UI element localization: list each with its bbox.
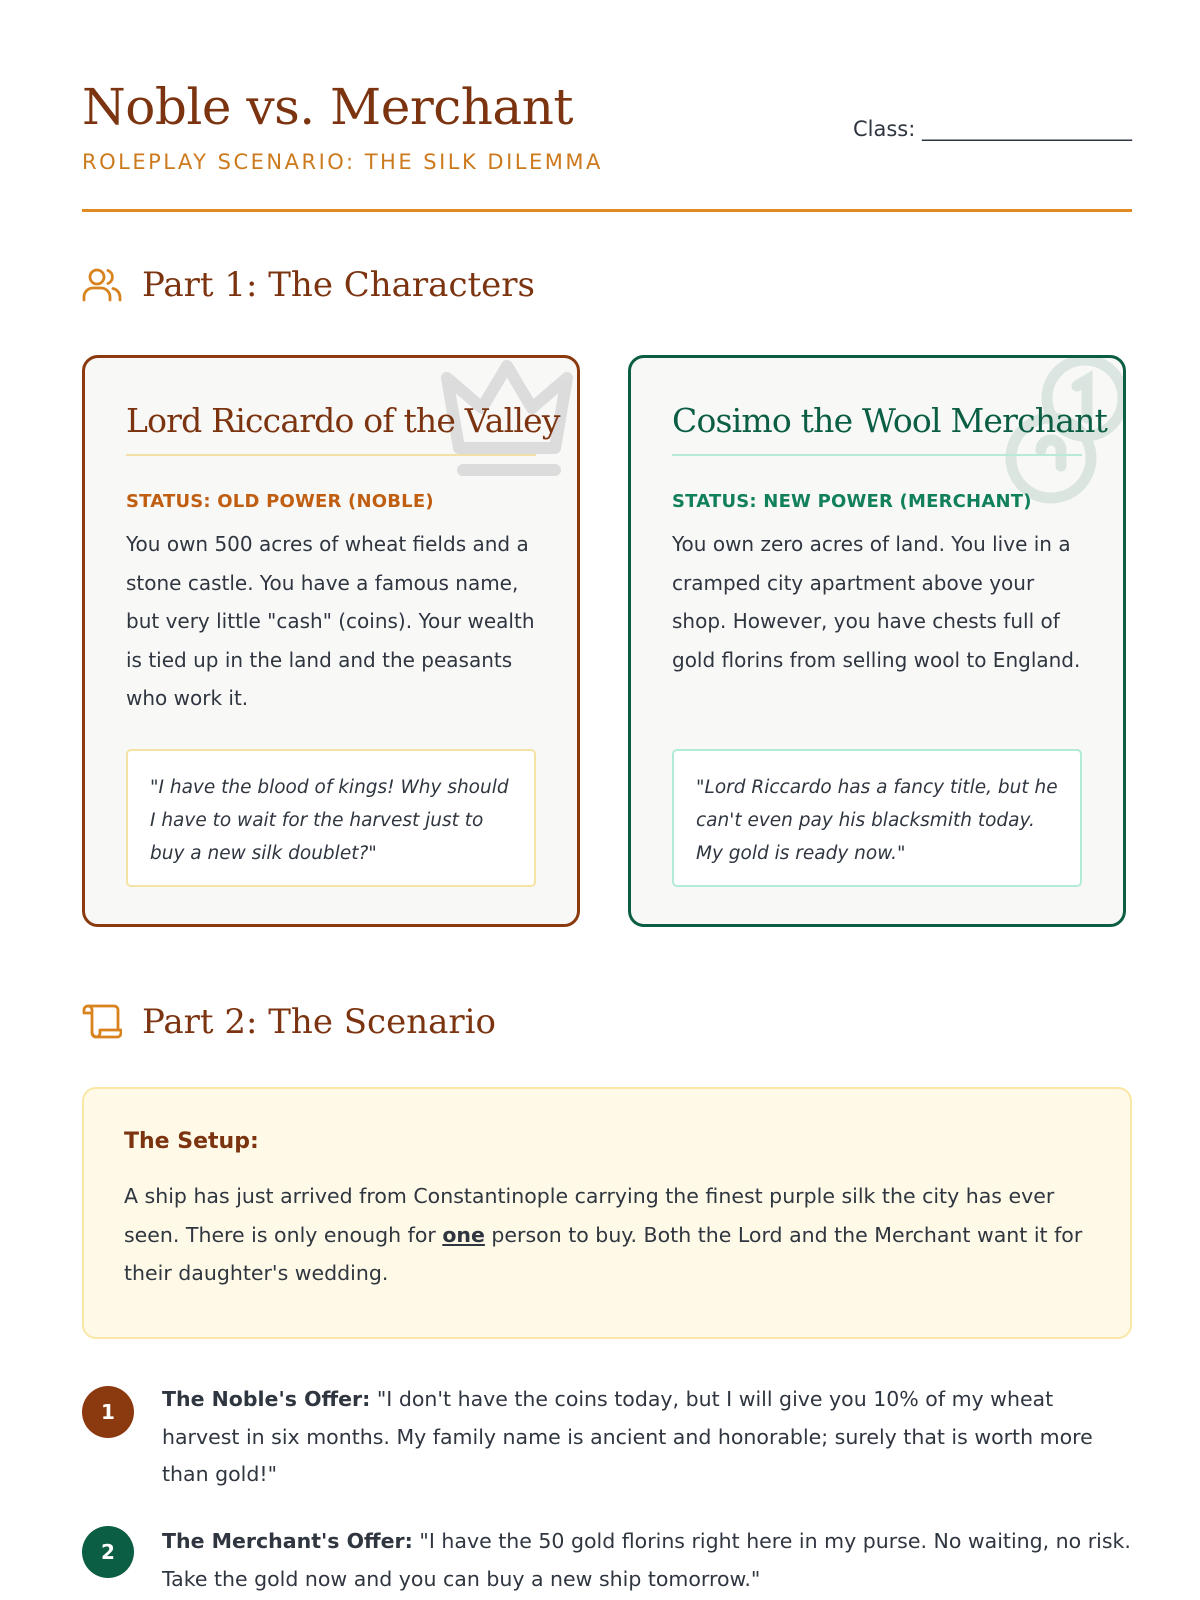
setup-emphasis: one	[442, 1222, 485, 1247]
setup-text	[124, 1177, 1090, 1293]
page-title: Noble vs. Merchant	[82, 78, 574, 136]
offer-body: "I have the 50 gold florins right here in my purse. No waiting, no risk. Take the gold now and you can buy a new ship tomorrow."	[162, 1529, 1131, 1591]
noble-card	[82, 355, 580, 927]
users-icon	[82, 265, 122, 305]
offer-label: The Merchant's Offer:	[162, 1529, 413, 1553]
class-label: Class:	[852, 117, 916, 141]
section-heading-part1	[82, 265, 535, 305]
page-subtitle: ROLEPLAY SCENARIO: THE SILK DILEMMA	[82, 150, 603, 174]
section-title: Part 2: The Scenario	[142, 1002, 496, 1042]
worksheet-page	[82, 0, 1132, 1600]
offer-body: "I don't have the coins today, but I will give you 10% of my wheat harvest in six months. My family name is ancient and honorable; surely that is worth more than gold!"	[162, 1387, 1093, 1486]
noble-description: You own 500 acres of wheat fields and a stone castle. You have a famous name, but very little "cash" (coins). Your wealth is tied up in the land and the peasants who work it.	[126, 532, 535, 710]
merchant-name: Cosimo the Wool Merchant	[672, 401, 1082, 456]
noble-status: STATUS: OLD POWER (NOBLE)	[126, 491, 434, 512]
noble-name: Lord Riccardo of the Valley	[126, 401, 536, 456]
setup-text-part: A ship has just arrived from Constantinople carrying the finest purple silk the city has ever seen. There is only enough for	[124, 1184, 1055, 1247]
step-number-badge: 2	[82, 1526, 134, 1578]
setup-title: The Setup:	[124, 1129, 259, 1154]
merchant-quote: "Lord Riccardo has a fancy title, but he can't even pay his blacksmith today. My gold is ready now."	[672, 749, 1082, 887]
class-field[interactable]	[853, 117, 1132, 141]
offer-text	[162, 1523, 1132, 1598]
merchant-card	[628, 355, 1126, 927]
noble-quote: "I have the blood of kings! Why should I have to wait for the harvest just to buy a new silk doublet?"	[126, 749, 536, 887]
section-heading-part2	[82, 1002, 496, 1042]
header-divider	[82, 209, 1132, 212]
section-title: Part 1: The Characters	[142, 265, 535, 305]
merchant-status: STATUS: NEW POWER (MERCHANT)	[672, 491, 1032, 512]
merchant-description: You own zero acres of land. You live in a cramped city apartment above your shop. However, you have chests full of gold florins from selling wool to England.	[672, 532, 1081, 672]
scroll-icon	[82, 1002, 122, 1042]
offer-text	[162, 1381, 1132, 1494]
class-blank[interactable]: ____________________	[922, 117, 1132, 141]
setup-text-part: person to buy. Both the Lord and the Merchant want it for their daughter's wedding.	[124, 1222, 1083, 1285]
offer-label: The Noble's Offer:	[162, 1387, 371, 1411]
setup-box	[82, 1087, 1132, 1339]
step-number-badge: 1	[82, 1386, 134, 1438]
